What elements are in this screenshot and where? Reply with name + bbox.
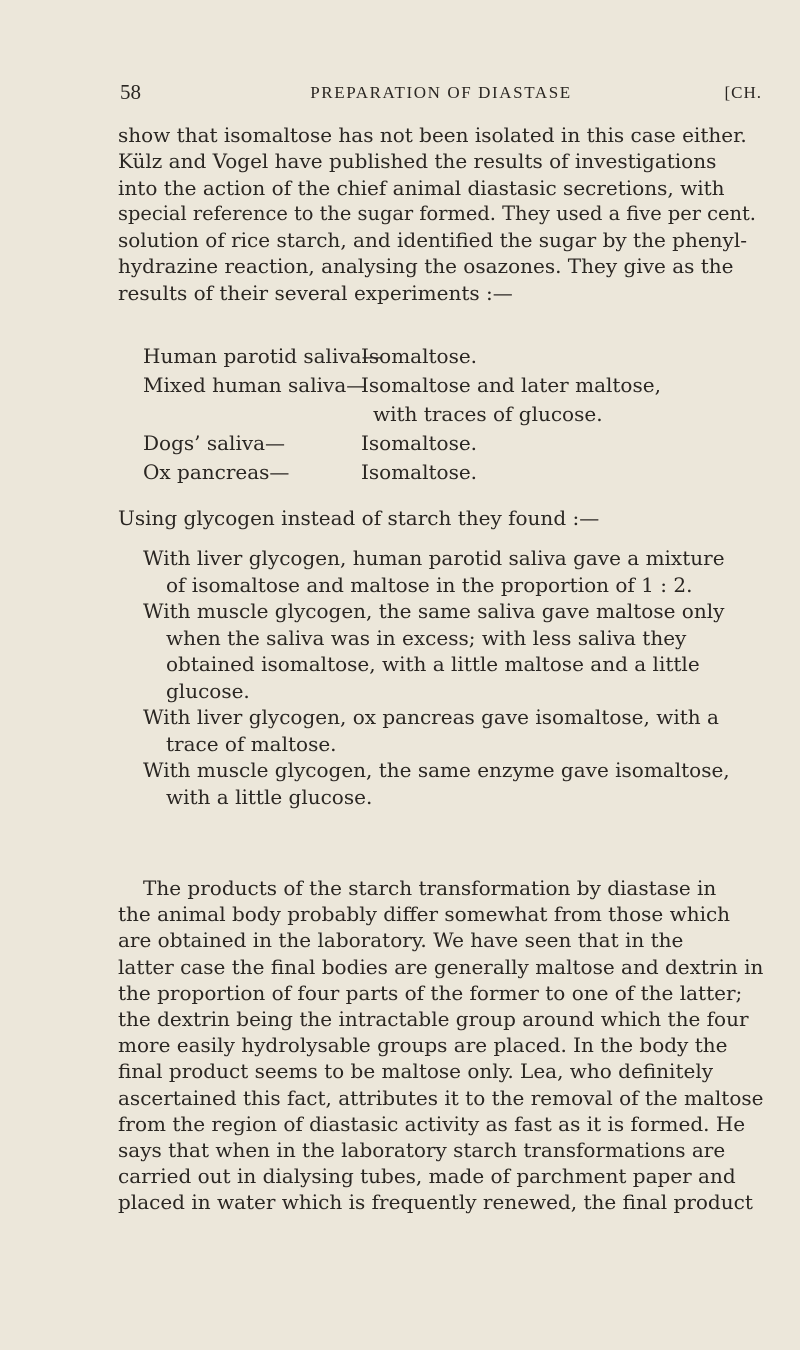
paragraph-products xyxy=(118,875,764,1216)
text-line: hydrazine reaction, analysing the osazones. They give as the xyxy=(118,254,734,279)
text-line: The products of the starch transformation by diastase in xyxy=(143,876,717,900)
text-line: into the action of the chief animal diastasic secretions, with xyxy=(118,175,725,200)
text-line: the proportion of four parts of the former to one of the latter; xyxy=(118,980,743,1005)
text-line: final product seems to be maltose only. Lea, who definitely xyxy=(118,1059,714,1084)
text-line: the animal body probably differ somewhat from those which xyxy=(118,902,731,927)
running-header xyxy=(120,80,762,110)
text-line: are obtained in the laboratory. We have seen that in the xyxy=(118,928,684,953)
page-number: 58 xyxy=(120,80,141,104)
running-title: PREPARATION OF DIASTASE xyxy=(310,83,572,102)
text-line: obtained isomaltose, with a little maltose and a little xyxy=(166,652,700,676)
sugar-result: Isomaltose. xyxy=(361,431,478,455)
text-line: placed in water which is frequently renewed, the final product xyxy=(118,1190,753,1215)
text-line: special reference to the sugar formed. They used a five per cent. xyxy=(118,201,756,225)
sugar-result: with traces of glucose. xyxy=(373,402,603,426)
secretion-label: Human parotid saliva— xyxy=(143,344,382,368)
chapter-marker: [CH. xyxy=(724,83,762,102)
sugar-result: Isomaltose and later maltose, xyxy=(361,373,661,397)
text-line: latter case the final bodies are generally maltose and dextrin in xyxy=(118,954,764,979)
text-line: of isomaltose and maltose in the proportion of 1 : 2. xyxy=(166,572,693,597)
text-line: show that isomaltose has not been isolated in this case either. xyxy=(118,123,747,147)
text-line: Külz and Vogel have published the results of investigations xyxy=(118,149,717,174)
text-line: glucose. xyxy=(166,678,250,703)
secretion-label: Dogs’ saliva— xyxy=(143,431,286,455)
paragraph-intro xyxy=(118,122,764,306)
text-line: Using glycogen instead of starch they found :— xyxy=(118,506,600,530)
result-row xyxy=(143,429,763,458)
sugar-result: Isomaltose. xyxy=(361,460,478,484)
results-list xyxy=(143,342,763,487)
glycogen-results xyxy=(143,545,763,810)
text-line: more easily hydrolysable groups are placed. In the body the xyxy=(118,1033,728,1058)
glycogen-intro xyxy=(118,505,599,532)
text-line: With liver glycogen, ox pancreas gave isomaltose, with a xyxy=(143,705,719,729)
text-line: With muscle glycogen, the same enzyme gave isomaltose, xyxy=(143,758,730,782)
text-line: from the region of diastasic activity as fast as it is formed. He xyxy=(118,1111,746,1136)
text-line: ascertained this fact, attributes it to the removal of the maltose xyxy=(118,1085,764,1110)
result-row xyxy=(143,371,763,400)
secretion-label: Mixed human saliva— xyxy=(143,373,367,397)
text-line: results of their several experiments :— xyxy=(118,280,513,305)
text-line: trace of maltose. xyxy=(166,731,337,756)
text-line: solution of rice starch, and identified the sugar by the phenyl- xyxy=(118,228,748,253)
result-row xyxy=(143,458,763,487)
text-line: with a little glucose. xyxy=(166,784,373,809)
text-line: With muscle glycogen, the same saliva gave maltose only xyxy=(143,599,725,623)
text-line: when the saliva was in excess; with less saliva they xyxy=(166,625,687,650)
secretion-label: Ox pancreas— xyxy=(143,460,290,484)
result-row xyxy=(143,342,763,371)
text-line: carried out in dialysing tubes, made of parchment paper and xyxy=(118,1164,736,1189)
text-line: the dextrin being the intractable group around which the four xyxy=(118,1007,749,1032)
text-line: says that when in the laboratory starch transformations are xyxy=(118,1138,726,1163)
sugar-result: Isomaltose. xyxy=(361,344,478,368)
text-line: With liver glycogen, human parotid saliva gave a mixture xyxy=(143,546,725,570)
result-row xyxy=(143,400,763,429)
